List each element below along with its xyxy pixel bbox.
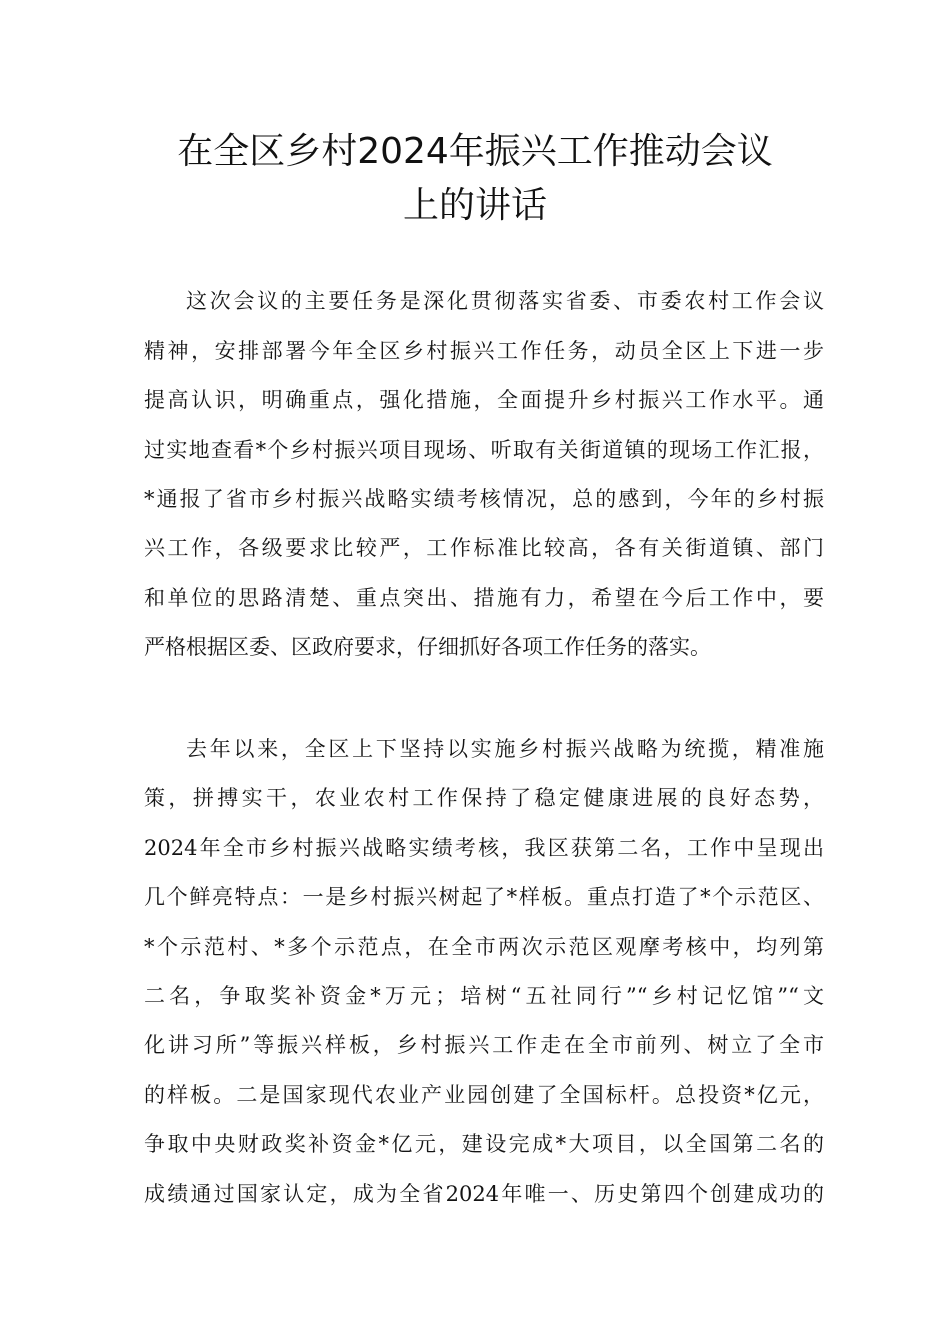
paragraph-2-line-3: 2024年全市乡村振兴战略实绩考核，我区获第二名，工作中呈现出 (144, 836, 824, 860)
paragraph-1-line-5: *通报了省市乡村振兴战略实绩考核情况，总的感到，今年的乡村振 (144, 487, 824, 511)
paragraph-2-line-9: 争取中央财政奖补资金*亿元，建设完成*大项目，以全国第二名的 (144, 1132, 824, 1156)
paragraph-2-line-10: 成绩通过国家认定，成为全省2024年唯一、历史第四个创建成功的 (144, 1182, 824, 1206)
document-title-line-2: 上的讲话 (402, 185, 547, 226)
paragraph-2-line-4: 几个鲜亮特点：一是乡村振兴树起了*样板。重点打造了*个示范区、 (144, 885, 824, 909)
paragraph-2-line-6: 二名，争取奖补资金*万元；培树“五社同行”“乡村记忆馆”“文 (144, 984, 824, 1008)
paragraph-1-line-8: 严格根据区委、区政府要求，仔细抓好各项工作任务的落实。 (144, 635, 711, 659)
paragraph-2-line-8: 的样板。二是国家现代农业产业园创建了全国标杆。总投资*亿元， (144, 1083, 824, 1107)
paragraph-1-line-6: 兴工作，各级要求比较严，工作标准比较高，各有关街道镇、部门 (144, 536, 824, 560)
paragraph-1-line-7: 和单位的思路清楚、重点突出、措施有力，希望在今后工作中，要 (144, 586, 824, 610)
paragraph-1-line-2: 精神，安排部署今年全区乡村振兴工作任务，动员全区上下进一步 (144, 339, 824, 363)
paragraph-1-line-1: 这次会议的主要任务是深化贯彻落实省委、市委农村工作会议 (186, 289, 824, 313)
paragraph-2-line-2: 策，拼搏实干，农业农村工作保持了稳定健康进展的良好态势， (144, 786, 824, 810)
paragraph-2-line-5: *个示范村、*多个示范点，在全市两次示范区观摩考核中，均列第 (144, 935, 824, 959)
paragraph-1-line-4: 过实地查看*个乡村振兴项目现场、听取有关街道镇的现场工作汇报， (144, 438, 824, 462)
paragraph-2-line-1: 去年以来，全区上下坚持以实施乡村振兴战略为统揽，精准施 (186, 737, 824, 761)
paragraph-1-line-3: 提高认识，明确重点，强化措施，全面提升乡村振兴工作水平。通 (144, 388, 824, 412)
document-title-line-1: 在全区乡村2024年振兴工作推动会议 (177, 131, 773, 172)
paragraph-2-line-7: 化讲习所”等振兴样板，乡村振兴工作走在全市前列、树立了全市 (144, 1033, 824, 1057)
